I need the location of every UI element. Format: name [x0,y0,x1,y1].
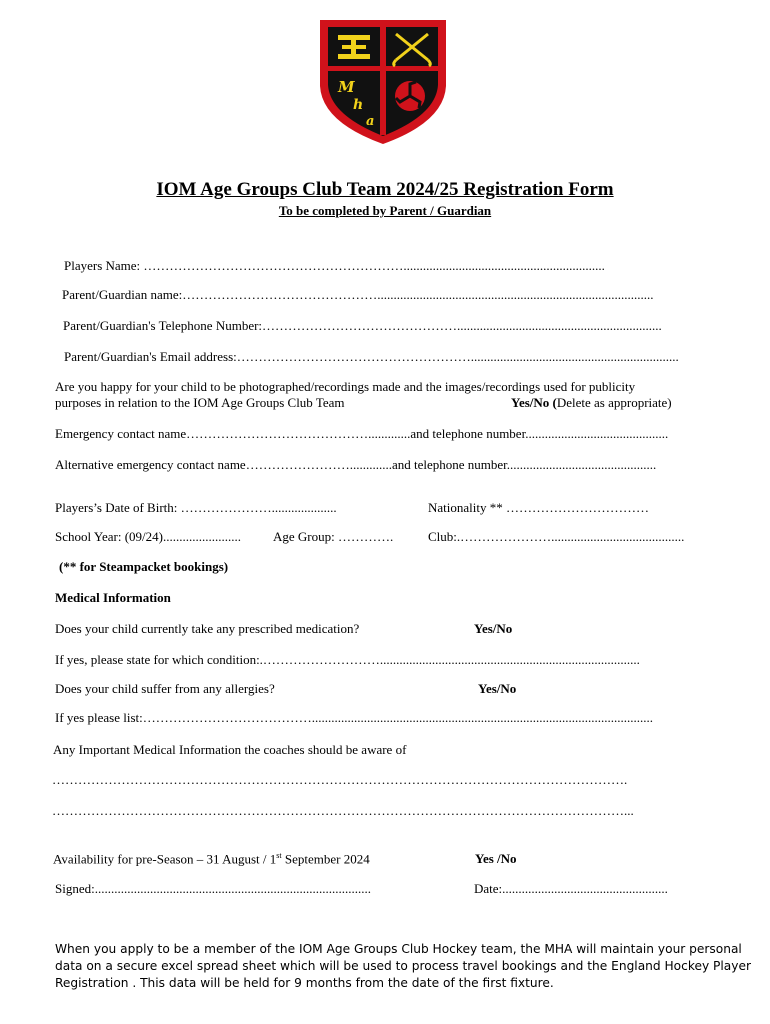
allergies-question: Does your child suffer from any allergies? [55,681,275,696]
availability-ordinal: st [276,851,282,860]
privacy-notice-line-2: data on a secure excel spread sheet which will be used to process travel bookings and the England Hockey Player [55,959,751,973]
availability-question [53,851,370,867]
guardian-name-field[interactable]: Parent/Guardian name:………………………………………..................................................................................... [62,287,654,302]
photo-consent-note: Delete as appropriate) [556,395,672,410]
guardian-phone-field[interactable]: Parent/Guardian's Telephone Number:………………………………………............................................................... [63,318,662,333]
privacy-notice-line-3: Registration . This data will be held for 9 months from the date of the first fixture. [55,976,554,990]
medication-question: Does your child currently take any prescribed medication? [55,621,360,636]
steampacket-note: (** for Steampacket bookings) [59,559,229,574]
photo-consent-question-line2: purposes in relation to the IOM Age Groups Club Team [55,395,345,410]
form-title: IOM Age Groups Club Team 2024/25 Registration Form [156,179,614,200]
school-year-field[interactable]: School Year: (09/24)........................ [55,529,241,544]
availability-suffix: September 2024 [281,851,370,867]
triskelion-icon [395,81,425,111]
guardian-email-field[interactable]: Parent/Guardian's Email address:………………………………………………................................................................ [64,349,679,364]
svg-text:h: h [353,97,364,113]
important-medical-line-1[interactable]: ……………………………………………………………………………………………………………………. [52,772,628,787]
photo-consent-yes-no[interactable]: Yes/No ( [511,395,557,410]
club-field[interactable]: Club:.…………………......................................... [428,529,685,544]
emergency-contact-field[interactable]: Emergency contact name…………………………………….............and telephone number............................................ [55,426,669,441]
important-medical-line-2[interactable]: ……………………………………………………………………………………………………………………... [52,803,634,818]
club-crest-logo [316,14,450,146]
age-group-field[interactable]: Age Group: …………. [273,529,394,544]
availability-yes-no[interactable]: Yes /No [475,851,517,866]
medical-heading: Medical Information [55,590,171,605]
yellow-bars-icon [338,35,370,59]
dob-field[interactable]: Players’s Date of Birth: ………………….................... [55,500,337,515]
date-field[interactable]: Date:................................................... [474,881,668,896]
important-medical-label: Any Important Medical Information the coaches should be aware of [53,742,407,757]
condition-field[interactable]: If yes, please state for which condition:.………………………................................................................................ [55,652,640,667]
form-subtitle: To be completed by Parent / Guardian [278,203,492,218]
nationality-field[interactable]: Nationality ** …………………………… [428,500,649,515]
allergies-yes-no[interactable]: Yes/No [478,681,517,696]
medication-yes-no[interactable]: Yes/No [474,621,513,636]
allergies-list-field[interactable]: If yes please list:…………………………………......................................................................................................... [55,710,653,725]
availability-prefix: Availability for pre-Season – 31 August / 1 [53,851,277,867]
signature-field[interactable]: Signed:..................................................................................... [55,881,371,896]
svg-text:a: a [366,114,375,129]
privacy-notice-line-1: When you apply to be a member of the IOM Age Groups Club Hockey team, the MHA will maintain your personal [55,942,742,956]
svg-text:M: M [338,78,355,96]
photo-consent-answer[interactable] [511,395,672,411]
photo-consent-question: Are you happy for your child to be photographed/recordings made and the images/recordings used for publicity [55,379,636,394]
alt-emergency-contact-field[interactable]: Alternative emergency contact name…………………….............and telephone number.............................................. [55,457,657,472]
player-name-field[interactable]: Players Name: …………………………………………………….............................................................. [64,258,605,273]
